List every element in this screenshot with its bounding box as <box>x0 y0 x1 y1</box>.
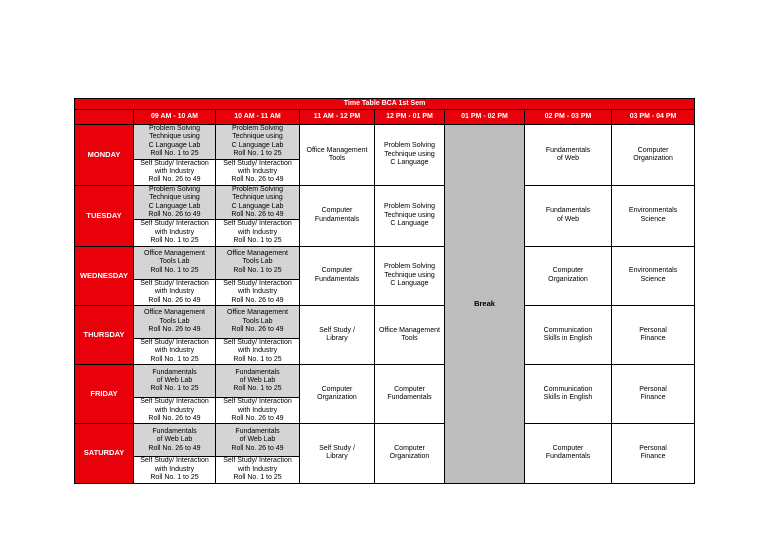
class-slot-7: Personal Finance <box>612 305 695 364</box>
lab-slot-1-group-a: Fundamentals of Web Lab Roll No. 26 to 49 <box>134 424 216 457</box>
class-slot-4: Problem Solving Technique using C Language <box>375 125 445 186</box>
day-label: FRIDAY <box>75 365 134 424</box>
day-row-friday <box>75 365 695 398</box>
class-slot-6: Computer Fundamentals <box>525 424 612 483</box>
lab-slot-1-group-b: Self Study/ Interaction with Industry Roll No. 1 to 25 <box>134 220 216 246</box>
class-slot-3: Computer Organization <box>300 365 375 424</box>
lab-slot-1-group-a: Fundamentals of Web Lab Roll No. 1 to 25 <box>134 365 216 398</box>
class-slot-3: Computer Fundamentals <box>300 246 375 305</box>
lab-slot-2-group-b: Self Study/ Interaction with Industry Roll No. 1 to 25 <box>216 220 300 246</box>
timetable <box>74 98 695 484</box>
lab-slot-1-group-b: Self Study/ Interaction with Industry Roll No. 26 to 49 <box>134 279 216 305</box>
break-block: Break <box>445 125 525 484</box>
class-slot-7: Computer Organization <box>612 125 695 186</box>
class-slot-3: Office Management Tools <box>300 125 375 186</box>
day-label: MONDAY <box>75 125 134 186</box>
lab-slot-1-group-b: Self Study/ Interaction with Industry Roll No. 26 to 49 <box>134 159 216 185</box>
title-row <box>75 99 695 110</box>
header-slot-3: 11 AM - 12 PM <box>300 110 375 125</box>
day-row-thursday <box>75 305 695 338</box>
class-slot-3: Self Study / Library <box>300 305 375 364</box>
class-slot-6: Fundamentals of Web <box>525 125 612 186</box>
lab-slot-1-group-a: Problem Solving Technique using C Language Lab Roll No. 26 to 49 <box>134 185 216 220</box>
lab-slot-2-group-b: Self Study/ Interaction with Industry Roll No. 26 to 49 <box>216 279 300 305</box>
class-slot-3: Computer Fundamentals <box>300 185 375 246</box>
header-row <box>75 110 695 125</box>
lab-slot-1-group-a: Office Management Tools Lab Roll No. 26 to 49 <box>134 305 216 338</box>
day-label: THURSDAY <box>75 305 134 364</box>
header-slot-2: 10 AM - 11 AM <box>216 110 300 125</box>
day-row-saturday <box>75 424 695 457</box>
day-label: TUESDAY <box>75 185 134 246</box>
header-slot-5: 01 PM - 02 PM <box>445 110 525 125</box>
class-slot-7: Environmentals Science <box>612 246 695 305</box>
class-slot-3: Self Study / Library <box>300 424 375 483</box>
lab-slot-1-group-b: Self Study/ Interaction with Industry Roll No. 1 to 25 <box>134 457 216 483</box>
class-slot-4: Office Management Tools <box>375 305 445 364</box>
day-row-wednesday <box>75 246 695 279</box>
class-slot-6: Fundamentals of Web <box>525 185 612 246</box>
timetable-title: Time Table BCA 1st Sem <box>75 99 695 110</box>
class-slot-7: Personal Finance <box>612 424 695 483</box>
header-slot-7: 03 PM - 04 PM <box>612 110 695 125</box>
header-corner <box>75 110 134 125</box>
day-label: SATURDAY <box>75 424 134 483</box>
day-row-tuesday <box>75 185 695 220</box>
lab-slot-1-group-b: Self Study/ Interaction with Industry Roll No. 26 to 49 <box>134 398 216 424</box>
class-slot-6: Communication Skills in English <box>525 365 612 424</box>
header-slot-6: 02 PM - 03 PM <box>525 110 612 125</box>
header-slot-4: 12 PM - 01 PM <box>375 110 445 125</box>
lab-slot-2-group-b: Self Study/ Interaction with Industry Roll No. 26 to 49 <box>216 159 300 185</box>
class-slot-4: Computer Organization <box>375 424 445 483</box>
class-slot-4: Problem Solving Technique using C Language <box>375 185 445 246</box>
lab-slot-1-group-a: Problem Solving Technique using C Language Lab Roll No. 1 to 25 <box>134 125 216 160</box>
lab-slot-1-group-b: Self Study/ Interaction with Industry Roll No. 1 to 25 <box>134 338 216 364</box>
lab-slot-2-group-b: Self Study/ Interaction with Industry Roll No. 26 to 49 <box>216 398 300 424</box>
header-slot-1: 09 AM - 10 AM <box>134 110 216 125</box>
lab-slot-2-group-a: Fundamentals of Web Lab Roll No. 26 to 49 <box>216 424 300 457</box>
lab-slot-1-group-a: Office Management Tools Lab Roll No. 1 to 25 <box>134 246 216 279</box>
lab-slot-2-group-a: Problem Solving Technique using C Language Lab Roll No. 1 to 25 <box>216 125 300 160</box>
class-slot-6: Communication Skills in English <box>525 305 612 364</box>
lab-slot-2-group-b: Self Study/ Interaction with Industry Roll No. 1 to 25 <box>216 457 300 483</box>
class-slot-7: Environmentals Science <box>612 185 695 246</box>
class-slot-7: Personal Finance <box>612 365 695 424</box>
lab-slot-2-group-a: Office Management Tools Lab Roll No. 1 to 25 <box>216 246 300 279</box>
class-slot-6: Computer Organization <box>525 246 612 305</box>
lab-slot-2-group-a: Problem Solving Technique using C Language Lab Roll No. 26 to 49 <box>216 185 300 220</box>
day-label: WEDNESDAY <box>75 246 134 305</box>
lab-slot-2-group-a: Office Management Tools Lab Roll No. 26 to 49 <box>216 305 300 338</box>
lab-slot-2-group-a: Fundamentals of Web Lab Roll No. 1 to 25 <box>216 365 300 398</box>
day-row-monday <box>75 125 695 160</box>
class-slot-4: Problem Solving Technique using C Language <box>375 246 445 305</box>
lab-slot-2-group-b: Self Study/ Interaction with Industry Roll No. 1 to 25 <box>216 338 300 364</box>
class-slot-4: Computer Fundamentals <box>375 365 445 424</box>
